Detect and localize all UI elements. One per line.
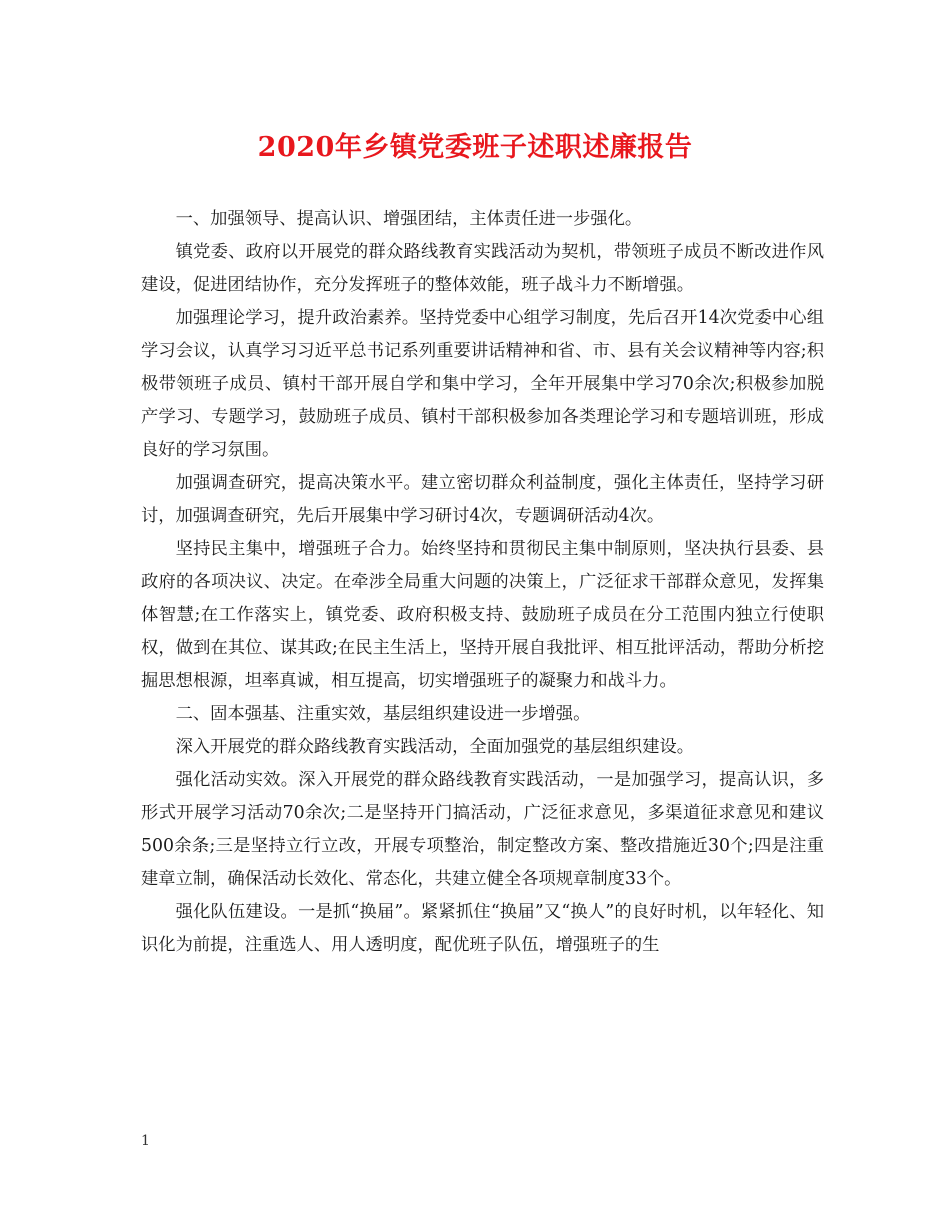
- paragraph: 加强调查研究，提高决策水平。建立密切群众利益制度，强化主体责任，坚持学习研讨，加强调查研究，先后开展集中学习研讨4次，专题调研活动4次。: [141, 473, 824, 526]
- paragraph: 强化队伍建设。一是抓“换届”。紧紧抓住“换届”又“换人”的良好时机，以年轻化、知识化为前提，注重选人、用人透明度，配优班子队伍，增强班子的生: [141, 902, 824, 955]
- paragraph: 坚持民主集中，增强班子合力。始终坚持和贯彻民主集中制原则，坚决执行县委、县政府的各项决议、决定。在牵涉全局重大问题的决策上，广泛征求干部群众意见，发挥集体智慧;在工作落实上，镇党委、政府积极支持、鼓励班子成员在分工范围内独立行使职权，做到在其位、谋其政;在民主生活上，坚持开展自我批评、相互批评活动，帮助分析挖掘思想根源，坦率真诚，相互提高，切实增强班子的凝聚力和战斗力。: [141, 539, 824, 691]
- document-title: 2020年乡镇党委班子述职述廉报告: [257, 132, 693, 163]
- paragraph: 加强理论学习，提升政治素养。坚持党委中心组学习制度，先后召开14次党委中心组学习会议，认真学习习近平总书记系列重要讲话精神和省、市、县有关会议精神等内容;积极带领班子成员、镇村干部开展自学和集中学习，全年开展集中学习70余次;积极参加脱产学习、专题学习，鼓励班子成员、镇村干部积极参加各类理论学习和专题培训班，形成良好的学习氛围。: [141, 308, 824, 460]
- document-body: [141, 203, 824, 962]
- paragraph-section-2-heading: 二、固本强基、注重实效，基层组织建设进一步增强。: [175, 704, 591, 724]
- paragraph: 深入开展党的群众路线教育实践活动，全面加强党的基层组织建设。: [175, 737, 695, 757]
- paragraph-section-1-heading: 一、加强领导、提高认识、增强团结，主体责任进一步强化。: [175, 209, 643, 229]
- paragraph: 镇党委、政府以开展党的群众路线教育实践活动为契机，带领班子成员不断改进作风建设，促进团结协作，充分发挥班子的整体效能，班子战斗力不断增强。: [141, 242, 824, 295]
- page-number: 1: [141, 1133, 150, 1149]
- paragraph: 强化活动实效。深入开展党的群众路线教育实践活动，一是加强学习，提高认识，多形式开展学习活动70余次;二是坚持开门搞活动，广泛征求意见，多渠道征求意见和建议500余条;三是坚持立行立改，开展专项整治，制定整改方案、整改措施近30个;四是注重建章立制，确保活动长效化、常态化，共建立健全各项规章制度33个。: [141, 770, 824, 889]
